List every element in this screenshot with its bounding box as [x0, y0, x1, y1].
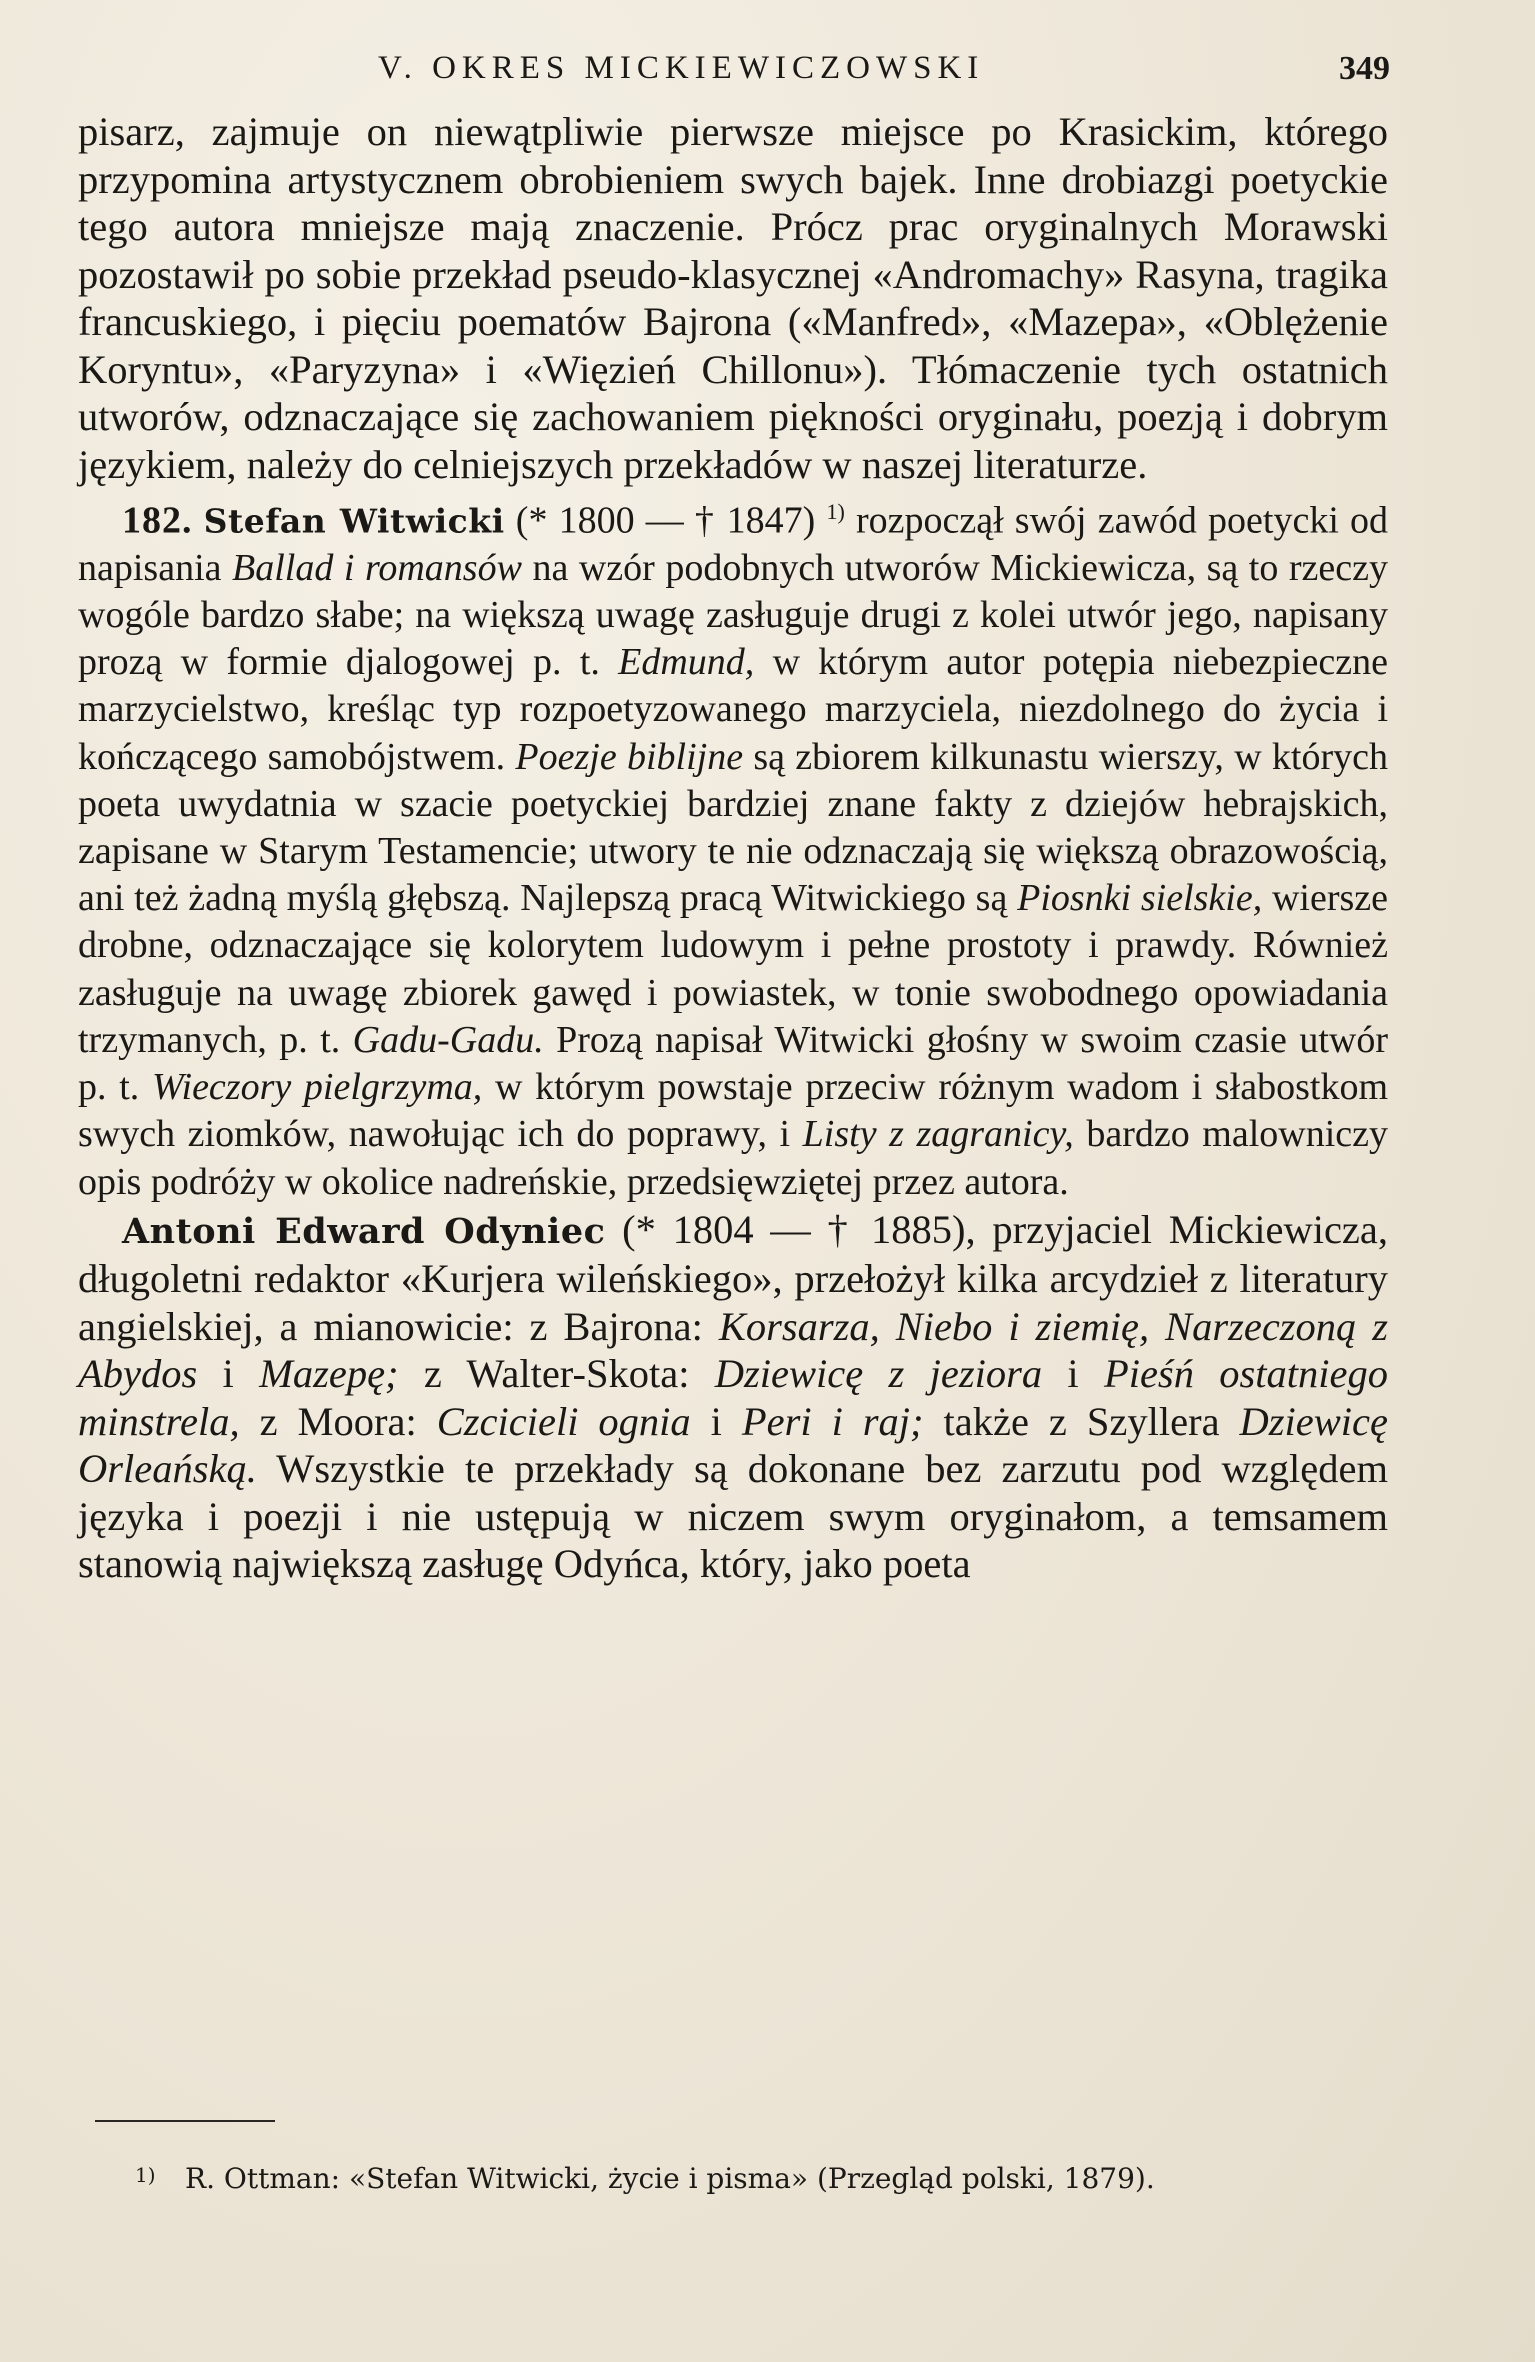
paragraph-odyniec: [78, 1206, 1388, 1588]
text-run: na wzór podobnych utworów Mickiewicza, są to rzeczy wogóle bardzo słabe; na większą uwagę zasługuje drugi z kolei utwór jego, napisany prozą w formie djalogowej p. t.: [78, 546, 1388, 684]
text-run: w którym powstaje przeciw różnym wadom i słabostkom swych ziomków, nawołując ich do poprawy, i: [78, 1066, 1389, 1156]
author-dates: (* 1804 — † 1885),: [622, 1206, 976, 1252]
work-title: Edmund,: [618, 641, 755, 684]
work-title: Korsarza, Niebo i ziemię, Narzeczoną z Abydos: [78, 1303, 1389, 1397]
text-run: w którym autor potępia niebezpieczne marzycielstwo, kreśląc typ rozpoetyzowanego marzyciela, niezdolnego do życia i kończącego samobójstwem.: [78, 641, 1388, 778]
footnote-mark: 1): [135, 2163, 156, 2187]
paragraph-witwicki: [78, 488, 1388, 1206]
text-run: z Moora:: [239, 1398, 437, 1444]
text-run: są zbiorem kilkunastu wierszy, w których poeta uwydatnia w szacie poetyckiej bardziej znane fakty z dziejów hebrajskich, zapisane w Starym Testamencie; utwory te nie odznaczają się większą obrazowością, ani też żadną myślą głębszą. Najlepszą pracą Witwickiego są: [78, 735, 1389, 920]
work-title: Listy z zagranicy,: [802, 1113, 1074, 1156]
author-dates: (* 1800 — † 1847): [515, 499, 816, 542]
work-title: Dziewicę Orleańską.: [78, 1398, 1388, 1492]
work-title: Czcicieli ognia: [436, 1398, 691, 1444]
footnote-divider: [95, 2120, 275, 2122]
text-run: i: [1042, 1351, 1104, 1397]
page-header: [78, 50, 1388, 94]
text-run: Wszystkie te przekłady są dokonane bez zarzutu pod względem języka i poezji i nie ustępują w niczem swym oryginałom, a temsamem stanowią największą zasługę Odyńca, który, jako poeta: [78, 1446, 1388, 1587]
footnote-reference: 1): [826, 499, 845, 524]
section-number: 182.: [122, 499, 193, 542]
author-name: Stefan Witwicki: [203, 501, 505, 541]
text-run: wiersze drobne, odznaczające się kolorytem ludowym i pełne prostoty i prawdy. Również zasługuje na uwagę zbiorek gawęd i powiastek, w tonie swobodnego opowiadania trzymanych, p. t.: [78, 877, 1388, 1061]
text-run: także z Szyllera: [923, 1398, 1240, 1444]
text-run: bardzo malowniczy opis podróży w okolice nadreńskie, przedsięwziętej przez autora.: [78, 1113, 1388, 1203]
work-title: Poezje biblijne: [515, 735, 744, 778]
body-text: [78, 108, 1388, 1588]
paragraph-morawski: pisarz, zajmuje on niewątpliwie pierwsze miejsce po Krasickim, którego przypomina artystycznem obrobieniem swych bajek. Inne drobiazgi poetyckie tego autora mniejsze mają znaczenie. Prócz prac oryginalnych Morawski pozostawił po sobie przekład pseudo-klasycznej «Andromachy» Rasyna, tragika francuskiego, i pięciu poematów Bajrona («Manfred», «Mazepa», «Oblężenie Koryntu», «Paryzyna» i «Więzień Chillonu»). Tłómaczenie tych ostatnich utworów, odznaczające się zachowaniem piękności oryginału, poezją i dobrym językiem, należy do celniejszych przekładów w naszej literaturze.: [78, 109, 1388, 487]
running-head: V. OKRES MICKIEWICZOWSKI: [378, 50, 985, 86]
text-run: Prozą napisał Witwicki głośny w swoim czasie utwór p. t.: [78, 1018, 1388, 1109]
work-title: Mazepę;: [259, 1351, 399, 1397]
work-title: Gadu-Gadu.: [352, 1018, 544, 1061]
work-title: Dziewicę z jeziora: [714, 1351, 1043, 1397]
work-title: Pieśń ostatniego minstrela,: [78, 1351, 1388, 1444]
text-run: i: [197, 1351, 260, 1397]
text-run: i: [690, 1398, 742, 1444]
work-title: Ballad i romansów: [232, 546, 522, 589]
work-title: Wieczory pielgrzyma,: [151, 1066, 483, 1109]
page-number: 349: [1339, 50, 1390, 87]
author-name: Antoni Edward Odyniec: [122, 1210, 606, 1252]
text-run: rozpoczął swój zawód poetycki od napisania: [78, 499, 1389, 589]
text-run: przyjaciel Mickiewicza, długoletni redaktor «Kurjera wileńskiego», przełożył kilka arcydzieł z literatury angielskiej, a mianowicie: z Bajrona:: [78, 1206, 1389, 1349]
text-run: z Walter-Skota:: [398, 1351, 715, 1397]
work-title: Piosnki sielskie,: [1017, 877, 1263, 920]
footnote-text: R. Ottman: «Stefan Witwicki, życie i pisma» (Przegląd polski, 1879).: [185, 2162, 1155, 2195]
footnote: [135, 2162, 1385, 2196]
work-title: Peri i raj;: [741, 1398, 924, 1444]
